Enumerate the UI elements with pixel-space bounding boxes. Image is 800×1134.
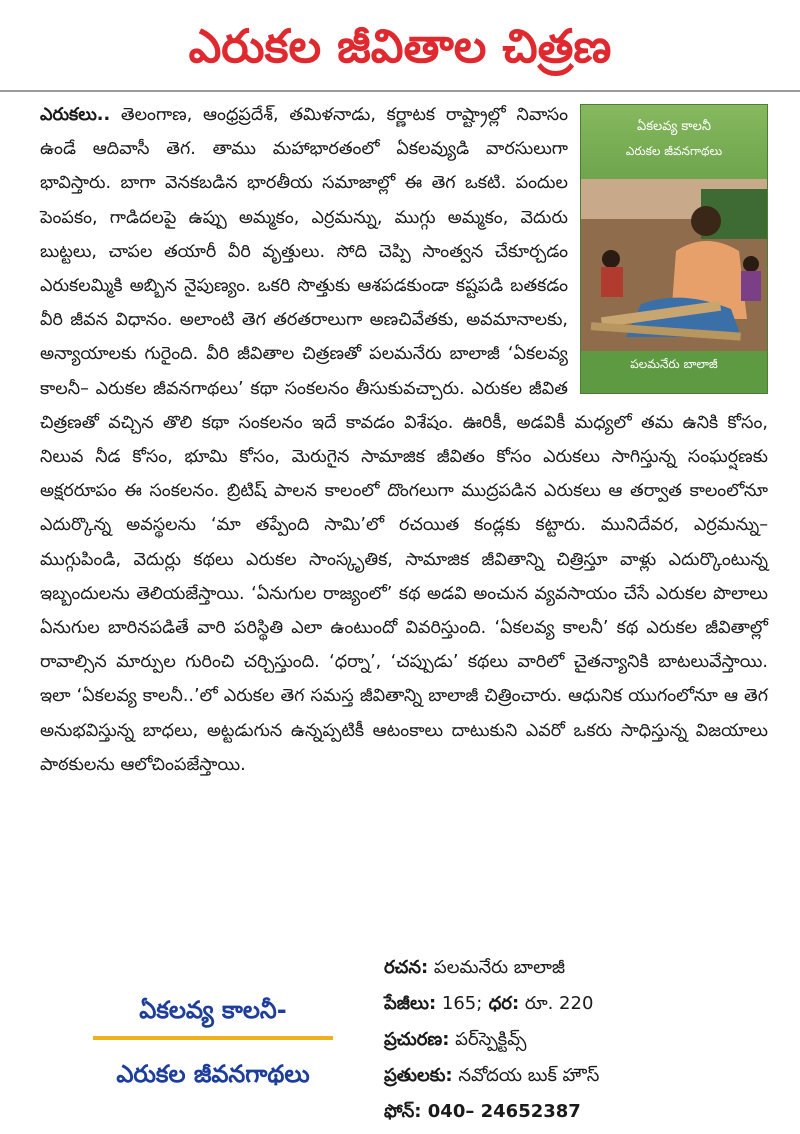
detail-pages-row (384, 986, 784, 1022)
detail-author-label: రచన: (384, 957, 429, 978)
detail-publisher-label: ప్రచురణ: (384, 1029, 450, 1050)
cover-title-band (581, 105, 767, 179)
detail-publisher-value: పర్‌స్పెక్టివ్స్ (449, 1029, 527, 1050)
article-body (40, 98, 768, 782)
detail-publisher-row (384, 1022, 784, 1058)
article-text: తెలంగాణ, ఆంధ్రప్రదేశ్, తమిళనాడు, కర్ణాటక రాష్ట్రాల్లో నివాసం ఉండే ఆదివాసీ తెగ. తాము మహాభారతంలో ఏకలవ్యుడి వారసులుగా భావిస్తారు. బాగా వెనకబడిన భారతీయ సమాజాల్లో ఈ తెగ ఒకటి. పందుల పెంపకం, గాడిదలపై ఉప్పు అమ్మకం, ఎర్రమన్ను, ముగ్గు అమ్మకం, వెదురు బుట్టలు, చాపల తయారీ వీరి వృత్తులు. సోది చెప్పి సాంత్వన చేకూర్చడం ఎరుకలమ్మికి అబ్బిన నైపుణ్యం. ఒకరి సొత్తుకు ఆశపడకుండా కష్టపడి బతకడం వీరి జీవన విధానం. అలాంటి తెగ తరతరాలుగా అణచివేతకు, అవమానాలకు, అన్యాయాలకు గురైంది. వీరి జీవితాల చిత్రణతో పలమనేరు బాలాజీ ‘ఏకలవ్య కాలనీ– ఎరుకల జీవనగాథలు’ కథా సంకలనం తీసుకువచ్చారు. ఎరుకల జీవిత చిత్రణతో వచ్చిన తొలి కథా సంకలనం ఇదే కావడం విశేషం. ఊరికీ, అడవికీ మధ్యలో తమ ఉనికి కోసం, నిలువ నీడ కోసం, భూమి కోసం, మెరుగైన సామాజిక జీవితం కోసం ఎరుకలు సాగిస్తున్న సంఘర్షణకు అక్షరరూపం ఈ సంకలనం. బ్రిటిష్ పాలన కాలంలో దొంగలుగా ముద్రపడిన ఎరుకలు ఆ తర్వాత కాలంలోనూ ఎదుర్కొన్న అవస్థలను ‘మా తప్పేంది సామి’లో రచయిత కండ్లకు కట్టారు. మునిదేవర, ఎర్రమన్ను– ముగ్గుపిండి, వెదుర్లు కథలు ఎరుకల సాంస్కృతిక, సామాజిక జీవితాన్ని చిత్రిస్తూ వాళ్లు ఎదుర్కొంటున్న ఇబ్బందులను తెలియజేస్తాయి. ‘ఏనుగుల రాజ్యంలో’ కథ అడవి అంచున వ్యవసాయం చేసే ఎరుకల పొలాలు ఏనుగుల బారినపడితే వారి పరిస్థితి ఎలా ఉంటుందో వివరిస్తుంది. ‘ఏకలవ్య కాలనీ’ కథ ఎరుకల జీవితాల్లో రావాల్సిన మార్పుల గురించి చర్చిస్తుంది. ‘ధర్నా’, ‘చప్పుడు’ కథలు వారిలో చైతన్యానికి బాటలువేస్తాయి. ఇలా ‘ఏకలవ్య కాలనీ..’లో ఎరుకల తెగ సమస్త జీవితాన్ని బాలాజీ చిత్రించారు. ఆధునిక యుగంలోనూ ఆ తెగ అనుభవిస్తున్న బాధలు, అట్టడుగున ఉన్నప్పటికీ ఆటంకాలు దాటుకుని ఎవరో ఒకరు సాధిస్తున్న విజయాలు పాఠకులను ఆలోచింపజేస్తాయి. (40, 105, 769, 775)
detail-author-row (384, 950, 784, 986)
article-headline: ఎరుకల జీవితాల చిత్రణ (188, 19, 612, 73)
detail-copies-row (384, 1058, 784, 1094)
cover-title: ఏకలవ్య కాలనీ (636, 119, 712, 134)
detail-pages-label: పేజీలు: (384, 993, 437, 1014)
book-title-line1: ఏకలవ్య కాలనీ- (139, 996, 287, 1024)
detail-author-value: పలమనేరు బాలాజీ (428, 957, 566, 978)
detail-copies-label: ప్రతులకు: (384, 1065, 453, 1086)
book-details (384, 950, 784, 1130)
detail-price-label: ధర: (482, 993, 520, 1014)
book-title-box (78, 990, 348, 1094)
detail-price-value: రూ. 220 (519, 993, 594, 1014)
detail-phone-value: 040– 24652387 (421, 1101, 581, 1122)
cover-photo (581, 179, 767, 351)
book-title-underline (93, 1036, 333, 1040)
cover-author: పలమనేరు బాలాజీ (630, 356, 718, 371)
detail-pages-value: 165; (436, 993, 483, 1014)
book-cover-image (580, 104, 768, 394)
detail-phone-row (384, 1094, 784, 1130)
detail-phone-label: ఫోన్: (384, 1101, 422, 1122)
headline-divider (0, 90, 800, 92)
cover-photo-illustration (581, 179, 767, 351)
cover-subtitle: ఎరుకల జీవనగాథలు (625, 144, 723, 158)
book-title-line2: ఎరుకల జీవనగాథలు (116, 1060, 310, 1088)
detail-copies-value: నవోదయ బుక్ హౌస్ (452, 1065, 600, 1086)
article-lead-word: ఎరుకలు.. (40, 105, 111, 125)
